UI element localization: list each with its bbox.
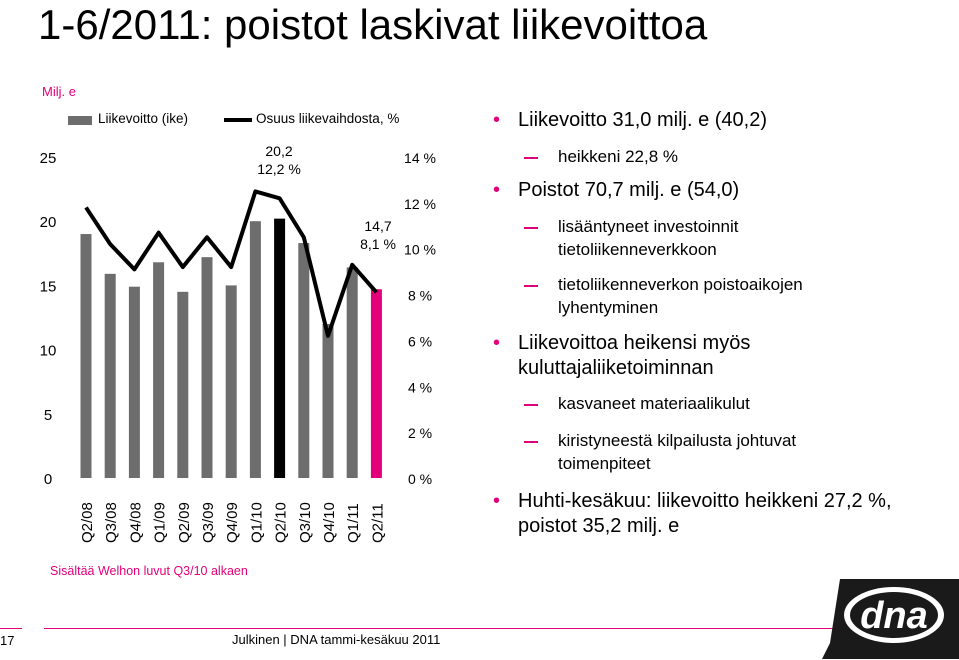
category-label: Q4/10: [321, 502, 338, 543]
logo-text: dna: [860, 595, 928, 637]
left-tick-label: 20: [39, 214, 57, 232]
bar-Q4-08: [129, 287, 140, 478]
bar-Q1-09: [153, 262, 164, 478]
bar-Q4-09: [226, 285, 237, 478]
right-tick-label: 6 %: [407, 333, 433, 350]
right-tick-label: 2 %: [407, 425, 433, 442]
category-label: Q4/09: [224, 502, 242, 543]
bullet-item: • Liikevoitto 31,0 milj. e (40,2): [490, 108, 959, 133]
sub-bullet-item: kiristyneestä kilpailusta johtuvat toimenpiteet: [490, 429, 858, 475]
category-label: Q2/10: [272, 502, 290, 543]
bar-Q2-09: [177, 292, 188, 478]
bar-Q2-08: [81, 234, 92, 478]
bar-Q1-11: [347, 267, 358, 478]
bar-Q2-10: [274, 219, 285, 478]
left-tick-label: 25: [39, 150, 57, 167]
footer-text: Julkinen | DNA tammi-kesäkuu 2011: [232, 632, 441, 647]
earnings-chart: [0, 0, 480, 560]
left-tick-label: 10: [39, 342, 57, 360]
bullet-list: [490, 108, 959, 539]
category-label: Q3/08: [103, 502, 121, 543]
right-tick-label: 0 %: [407, 471, 433, 487]
bullet-item: • Poistot 70,7 milj. e (54,0): [490, 178, 959, 203]
annotation-value: 14,7: [364, 218, 392, 234]
left-tick-label: 5: [43, 406, 53, 424]
bar-Q3-10: [298, 243, 309, 478]
category-label: Q2/11: [369, 503, 387, 543]
bullet-item: • Liikevoittoa heikensi myös kuluttajaliiketoiminnan: [490, 331, 818, 381]
right-tick-label: 4 %: [407, 379, 433, 396]
bar-Q1-10: [250, 221, 261, 478]
category-label: Q2/08: [79, 502, 96, 543]
bar-Q4-10: [323, 324, 334, 478]
category-label: Q2/09: [175, 502, 193, 543]
category-label: Q3/09: [200, 502, 217, 543]
category-label: Q1/09: [151, 502, 169, 543]
category-label: Q3/10: [296, 502, 314, 543]
category-label: Q1/10: [248, 502, 266, 543]
left-tick-label: 15: [39, 278, 57, 296]
page-title: 1-6/2011: poistot laskivat liikevoittoa: [38, 1, 708, 48]
chart-note: Sisältää Welhon luvut Q3/10 alkaen: [50, 564, 248, 578]
right-tick-label: 10 %: [404, 241, 436, 258]
annotation-value: 20,2: [265, 143, 293, 159]
dna-logo: [822, 573, 959, 659]
category-label: Q4/08: [127, 502, 145, 543]
page-number: 17: [0, 633, 15, 648]
right-tick-label: 12 %: [404, 195, 436, 212]
annotation-pct: 8,1 %: [360, 236, 396, 252]
bar-Q3-08: [105, 274, 116, 478]
sub-bullet-item: kasvaneet materiaalikulut: [490, 392, 959, 415]
bullet-item: • Huhti-kesäkuu: liikevoitto heikkeni 27,2 %, poistot 35,2 milj. e: [490, 489, 918, 539]
annotation-pct: 12,2 %: [257, 161, 301, 177]
category-label: Q1/11: [345, 503, 363, 543]
right-tick-label: 14 %: [404, 150, 436, 166]
sub-bullet-item: tietoliikenneverkon poistoaikojen lyhentyminen: [490, 273, 858, 319]
legend-line-label: Osuus liikevaihdosta, %: [256, 111, 400, 126]
bar-Q3-09: [202, 257, 213, 478]
footer-divider: [0, 628, 22, 629]
left-tick-label: 0: [43, 471, 53, 488]
bar-Q2-11: [371, 289, 382, 478]
unit-label: Milj. e: [42, 84, 76, 99]
right-tick-label: 8 %: [407, 287, 433, 304]
legend-bar-label: Liikevoitto (ike): [98, 111, 189, 126]
sub-bullet-item: heikkeni 22,8 %: [490, 145, 959, 168]
sub-bullet-item: lisääntyneet investoinnit tietoliikenneverkkoon: [490, 215, 808, 261]
